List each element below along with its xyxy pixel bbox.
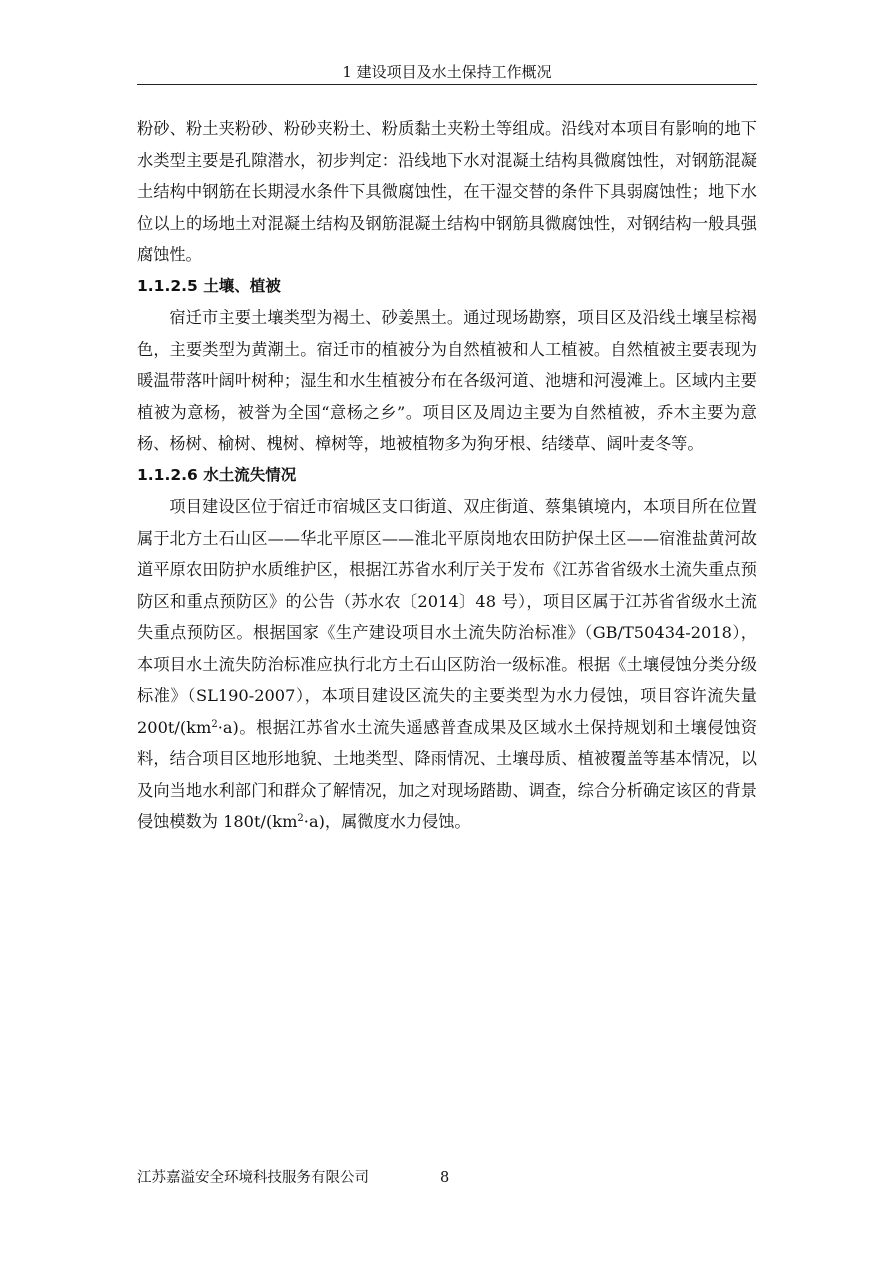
section-heading-soil-vegetation: 1.1.2.5 土壤、植被 xyxy=(137,276,281,295)
paragraph-groundwater: 粉砂、粉土夹粉砂、粉砂夹粉土、粉质黏土夹粉土等组成。沿线对本项目有影响的地下水类型主要是孔隙潜水，初步判定：沿线地下水对混凝土结构具微腐蚀性，对钢筋混凝土结构中钢筋在长期浸水条件下具微腐蚀性，在干湿交替的条件下具弱腐蚀性；地下水位以上的场地土对混凝土结构及钢筋混凝土结构中钢筋具微腐蚀性，对钢结构一般具强腐蚀性。 xyxy=(137,119,757,264)
superscript-2: 2 xyxy=(211,718,218,730)
erosion-text-part-2: ·a)。根据江苏省水土流失遥感普查成果及区域水土保持规划和土壤侵蚀资料，结合项目区地形地貌、土地类型、降雨情况、土壤母质、植被覆盖等基本情况，以及向当地水利部门和群众了解情况，加之对现场踏勘、调查，综合分析确定该区的背景侵蚀模数为 180t/(km xyxy=(137,717,757,831)
footer-company: 江苏嘉溢安全环境科技服务有限公司 xyxy=(137,1170,369,1186)
header-divider xyxy=(137,84,757,85)
section-heading-soil-erosion: 1.1.2.6 水土流失情况 xyxy=(137,465,297,484)
page-body xyxy=(137,113,757,838)
erosion-text-part-1: 项目建设区位于宿迁市宿城区支口街道、双庄街道、蔡集镇境内，本项目所在位置属于北方土石山区——华北平原区——淮北平原岗地农田防护保土区——宿淮盐黄河故道平原农田防护水质维护区，根据江苏省水利厅关于发布《江苏省省级水土流失重点预防区和重点预防区》的公告（苏水农〔2014〕48 号），项目区属于江苏省省级水土流失重点预防区。根据国家《生产建设项目水土流失防治标准》（GB/T50434-2018），本项目水土流失防治标准应执行北方土石山区防治一级标准。根据《土壤侵蚀分类分级标准》（SL190-2007），本项目建设区流失的主要类型为水力侵蚀，项目容许流失量 200t/(km xyxy=(137,497,757,737)
page-header: 1 建设项目及水土保持工作概况 xyxy=(342,63,552,81)
paragraph-soil-vegetation: 宿迁市主要土壤类型为褐土、砂姜黑土。通过现场勘察，项目区及沿线土壤呈棕褐色，主要类型为黄潮土。宿迁市的植被分为自然植被和人工植被。自然植被主要表现为暖温带落叶阔叶树种；湿生和水生植被分布在各级河道、池塘和河漫滩上。区域内主要植被为意杨，被誉为全国“意杨之乡”。项目区及周边主要为自然植被，乔木主要为意杨、杨树、榆树、槐树、樟树等，地被植物多为狗牙根、结缕草、阔叶麦冬等。 xyxy=(137,308,757,453)
erosion-text-part-3: ·a)，属微度水力侵蚀。 xyxy=(303,812,471,831)
paragraph-soil-erosion xyxy=(137,491,757,838)
page-number: 8 xyxy=(440,1170,450,1186)
superscript-2: 2 xyxy=(297,813,304,824)
